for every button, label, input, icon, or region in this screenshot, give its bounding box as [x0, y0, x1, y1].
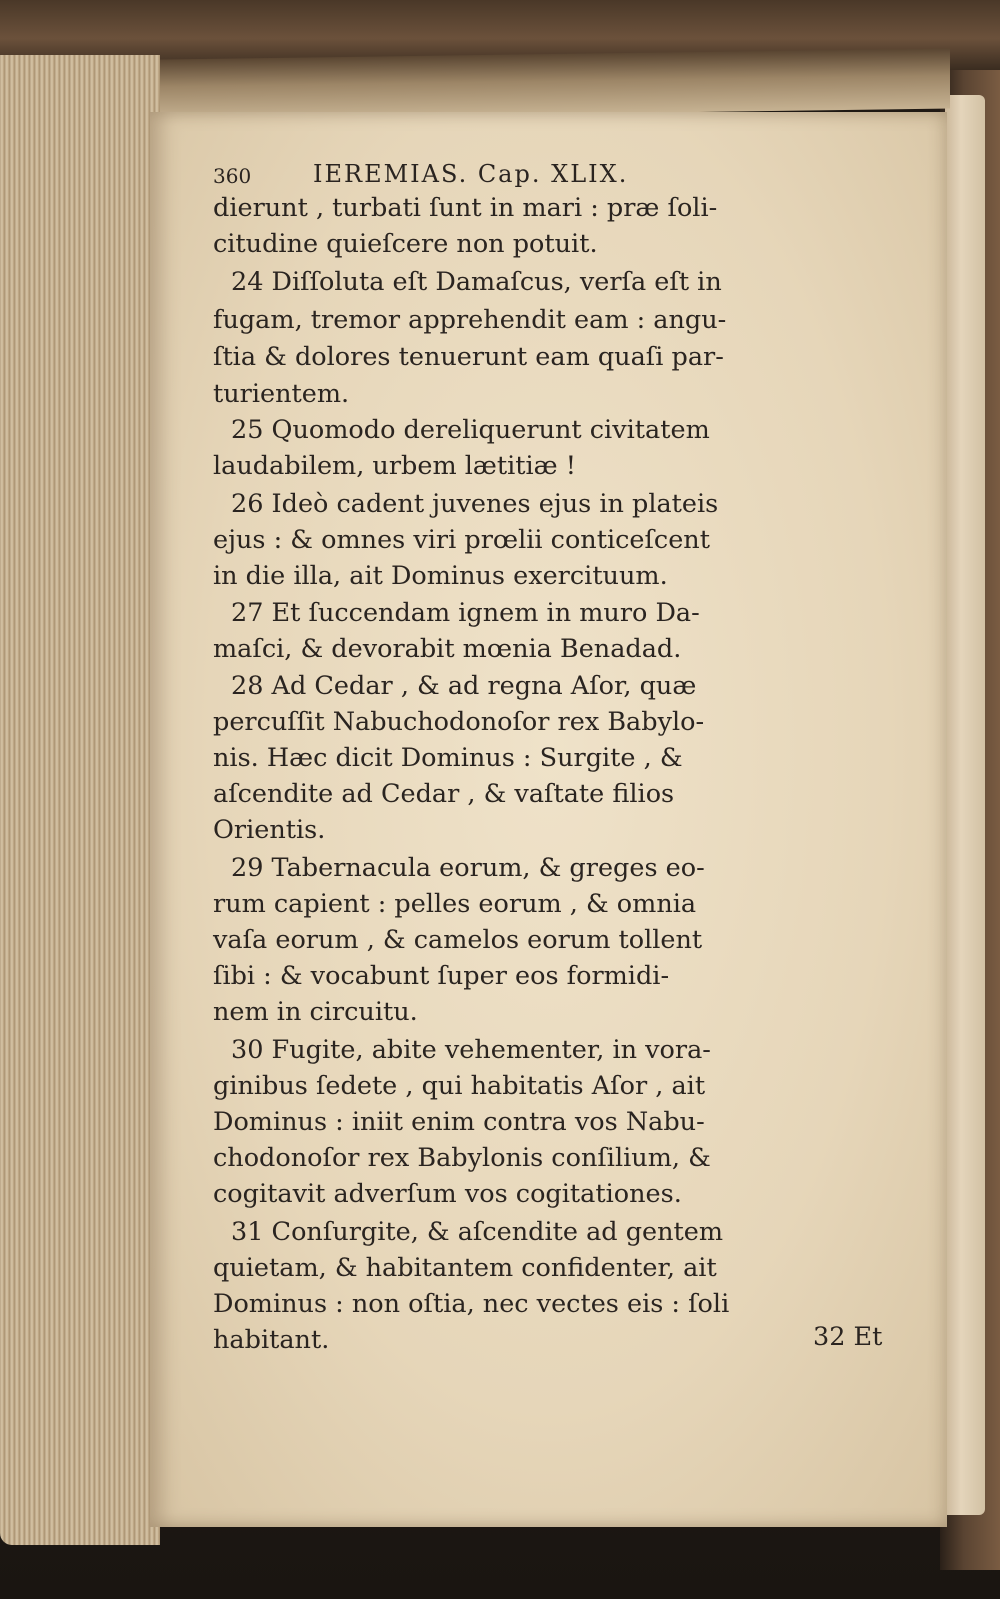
text-line: nem in circuitu.: [213, 997, 418, 1027]
text-line: Dominus : non oſtia, nec vectes eis : ſoli: [213, 1289, 730, 1319]
text-line: laudabilem, urbem lætitiæ !: [213, 451, 576, 481]
catchword: 32 Et: [813, 1322, 883, 1352]
text-line: cogitavit adverſum vos cogitationes.: [213, 1179, 682, 1209]
text-line: ſibi : & vocabunt ſuper eos formidi-: [213, 961, 670, 991]
verse-30-line: 30 Fugite, abite vehementer, in vora-: [231, 1035, 711, 1065]
verse-24-line: 24 Diſſoluta eſt Damaſcus, verſa eſt in: [231, 267, 722, 297]
text-line: aſcendite ad Cedar , & vaſtate filios: [213, 779, 675, 809]
page-stack-edge: [0, 55, 160, 1545]
text-line: turientem.: [213, 379, 350, 409]
text-line: percuſſit Nabuchodonoſor rex Babylo-: [213, 707, 705, 737]
text-line: Dominus : iniit enim contra vos Nabu-: [213, 1107, 705, 1137]
facing-page-edge: [945, 95, 985, 1515]
page-number: 360: [213, 164, 252, 188]
verse-26-line: 26 Ideò cadent juvenes ejus in plateis: [231, 489, 719, 519]
text-line: habitant.: [213, 1325, 330, 1355]
verse-25-line: 25 Quomodo dereliquerunt civitatem: [231, 415, 710, 445]
text-line: vaſa eorum , & camelos eorum tollent: [213, 925, 703, 955]
verse-27-line: 27 Et ſuccendam ignem in muro Da-: [231, 598, 700, 628]
text-line: quietam, & habitantem confidenter, ait: [213, 1253, 717, 1283]
verse-31-line: 31 Conſurgite, & aſcendite ad gentem: [231, 1217, 724, 1247]
text-line: fugam, tremor apprehendit eam : angu-: [213, 305, 727, 335]
text-line: nis. Hæc dicit Dominus : Surgite , &: [213, 743, 683, 773]
running-head: IEREMIAS. Cap. XLIX.: [313, 160, 629, 188]
text-line: ejus : & omnes viri prœlii conticeſcent: [213, 525, 710, 555]
text-line: rum capient : pelles eorum , & omnia: [213, 889, 697, 919]
text-line: ginibus ſedete , qui habitatis Aſor , ait: [213, 1071, 706, 1101]
text-line: dierunt , turbati ſunt in mari : præ ſoli-: [213, 193, 718, 223]
text-line: in die illa, ait Dominus exercituum.: [213, 561, 668, 591]
verse-28-line: 28 Ad Cedar , & ad regna Aſor, quæ: [231, 671, 697, 701]
text-line: citudine quieſcere non potuit.: [213, 229, 598, 259]
text-line: ſtia & dolores tenuerunt eam quaſi par-: [213, 342, 724, 372]
verse-29-line: 29 Tabernacula eorum, & greges eo-: [231, 853, 705, 883]
text-line: Orientis.: [213, 815, 326, 845]
text-line: chodonoſor rex Babylonis conſilium, &: [213, 1143, 711, 1173]
text-line: maſci, & devorabit mœnia Benadad.: [213, 634, 682, 664]
